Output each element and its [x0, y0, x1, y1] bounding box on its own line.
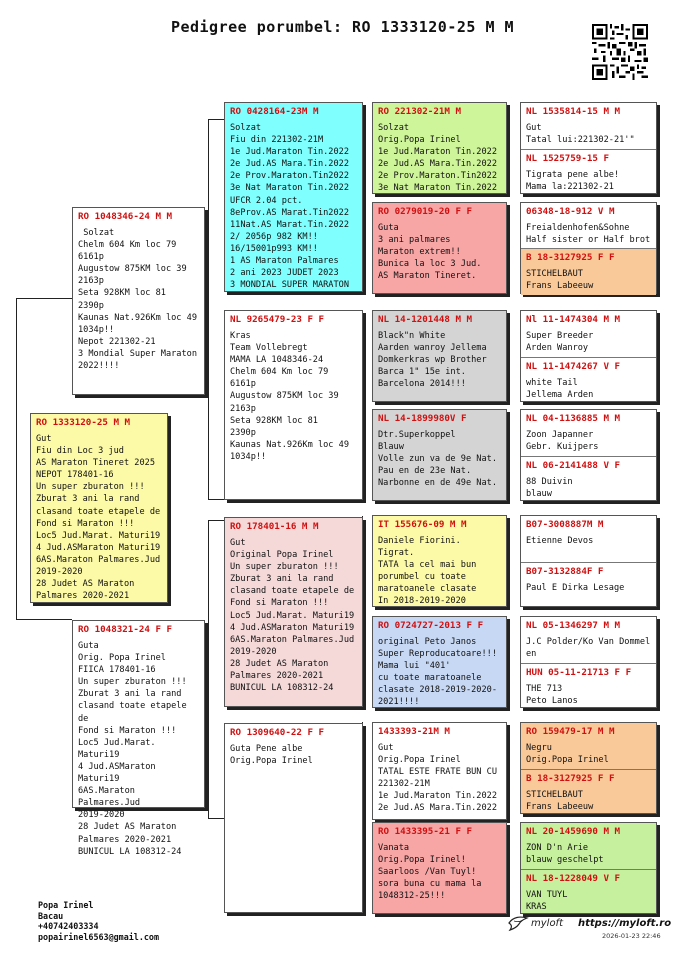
site-link[interactable]: https://myloft.ro [578, 918, 672, 929]
pigeon-description: J.C Polder/Ko Van Dommel en [526, 637, 651, 660]
pigeon-description: VAN TUYL KRAS [526, 890, 568, 913]
timestamp: 2026-01-23 22:46 [602, 932, 661, 940]
ring-number: RO 178401-16 M M [230, 521, 319, 532]
ring-number: NL 04-1136885 M M [526, 413, 621, 424]
great-grandparent-card[interactable] [372, 616, 507, 708]
ring-number: B07-3132884F F [526, 566, 604, 577]
great-grandparent-card[interactable] [372, 102, 507, 194]
ring-number: NL 06-2141488 V F [526, 460, 621, 471]
gggp-entry[interactable] [521, 769, 656, 815]
pigeon-description: Guta Pene albe Orig.Popa Irinel [230, 744, 313, 767]
gggp-entry[interactable] [521, 663, 656, 709]
gggp-entry[interactable] [521, 248, 656, 295]
ring-number: RO 0724727-2013 F F [378, 620, 484, 631]
pigeon-description: Etienne Devos [526, 536, 594, 546]
ring-number: NL 11-1474267 V F [526, 361, 621, 372]
ring-number: HUN 05-11-21713 F F [526, 667, 632, 678]
connector [208, 520, 209, 818]
connector [16, 619, 72, 620]
pigeon-description: white Tail Jellema Arden [526, 378, 594, 401]
pigeon-description: ZON D'n Arie blauw geschelpt [526, 843, 604, 866]
father-card[interactable] [72, 207, 205, 395]
gggp-pair-card [520, 409, 657, 501]
pigeon-description: Black"n White Aarden wanroy Jellema Domkerkras wp Brother Barca 1" 15e int. Barcelona 2014!!! [378, 331, 487, 390]
ring-number: NL 18-1228049 V F [526, 873, 621, 884]
pigeon-description: Daniele Fiorini. Tigrat. TATA la cel mai bun porumbel cu toate maratoanele clasate In 2018-2019-2020 [378, 536, 477, 607]
great-grandparent-card[interactable] [372, 202, 507, 294]
gggp-entry[interactable] [521, 456, 656, 502]
gggp-entry[interactable] [521, 103, 656, 149]
pigeon-description: THE 713 Peto Lanos [526, 684, 578, 707]
pigeon-description: Tigrata pene albe! Mama la:221302-21 [526, 170, 620, 193]
pigeon-description: 88 Duivin blauw [526, 477, 573, 500]
pigeon-description: Dtr.Superkoppel Blauw Volle zun va de 9e Nat. Pau en de 23e Nat. Narbonne en de 49e Nat. [378, 430, 497, 489]
pigeon-description: Super Breeder Arden Wanroy [526, 331, 594, 354]
ring-number: IT 155676-09 M M [378, 519, 467, 530]
grandparent-card[interactable] [224, 723, 363, 913]
gggp-pair-card [520, 822, 657, 914]
owner-info [38, 900, 159, 942]
main-pigeon-card[interactable] [30, 413, 168, 603]
gggp-pair-card [520, 515, 657, 607]
ring-number: NL 05-1346297 M M [526, 620, 621, 631]
great-grandparent-card[interactable] [372, 409, 507, 501]
pigeon-description: Freialdenhofen&Sohne Half sister or Half brot [526, 223, 651, 246]
ring-number: NL 14-1201448 M M [378, 314, 473, 325]
ring-number: NL 1525759-15 F [526, 153, 609, 164]
pigeon-icon [508, 915, 528, 931]
pigeon-description: Negru Orig.Popa Irinel [526, 743, 609, 766]
pigeon-description: Gut Original Popa Irinel Un super zburaton !!! Zburat 3 ani la rand clasand toate etapele de Fond si Maraton !!! Loc5 Jud.Marat. Maturi19 4 Jud.ASMaraton Maturi19 6AS.Maraton Palmares.Jud 2019-2020 28 Judet AS Maraton Palmares 2020-2021 BUNICUL LA 108312-24 [230, 538, 355, 694]
gggp-pair-card [520, 310, 657, 402]
pigeon-description: original Peto Janos Super Reproducatoare!!! Mama lui "401' cu toate maratoanele clasate 2018-2019-2020- 2021!!!! [378, 637, 497, 708]
ring-number: RO 221302-21M M [378, 106, 461, 117]
gggp-entry[interactable] [521, 203, 656, 248]
grandparent-card[interactable] [224, 517, 363, 707]
connector [208, 119, 224, 120]
pigeon-description: Paul E Dirka Lesage [526, 583, 625, 593]
pigeon-description: Guta Orig. Popa Irinel FIICA 178401-16 Un super zburaton !!! Zburat 3 ani la rand clasand toate etapele de Fond si Maraton !!! Loc5 Jud.Marat. Maturi19 4 Jud.ASMaraton Maturi19 6AS.Maraton Palmares.Jud 2019-2020 28 Judet AS Maraton Palmares 2020-2021 BUNICUL LA 108312-24 [78, 641, 187, 857]
gggp-entry[interactable] [521, 617, 656, 663]
logo-text: myloft [531, 917, 563, 929]
owner-phone[interactable]: +40742403334 [38, 921, 99, 931]
pigeon-description: Gut Tatal lui:221302-21'" [526, 123, 635, 146]
ring-number: RO 1309640-22 F F [230, 727, 325, 738]
great-grandparent-card[interactable] [372, 515, 507, 607]
pigeon-description: STICHELBAUT Frans Labeeuw [526, 269, 594, 292]
qr-code [592, 24, 648, 80]
connector [16, 298, 72, 299]
connector [16, 298, 17, 619]
ring-number: RO 159479-17 M M [526, 726, 615, 737]
gggp-entry[interactable] [521, 562, 656, 608]
connector [208, 119, 209, 499]
pigeon-description: Solzat Orig.Popa Irinel 1e Jud.Maraton Tin.2022 2e Jud.AS Mara.Tin.2022 2e Prov.Maraton.Tin2022 3e Nat Maraton Tin.2022 [378, 123, 497, 194]
ring-number: RO 1333120-25 M M [36, 417, 131, 428]
ring-number: 1433393-21M M [378, 726, 450, 737]
gggp-entry[interactable] [521, 311, 656, 357]
ring-number: NL 14-1899980V F [378, 413, 467, 424]
gggp-entry[interactable] [521, 823, 656, 869]
gggp-pair-card [520, 616, 657, 708]
ring-number: B 18-3127925 F F [526, 252, 615, 263]
gggp-pair-card [520, 202, 657, 294]
gggp-entry[interactable] [521, 723, 656, 769]
ring-number: RO 0428164-23M M [230, 106, 319, 117]
pigeon-description: STICHELBAUT Frans Labeeuw [526, 790, 594, 813]
ring-number: Nl 11-1474304 M M [526, 314, 621, 325]
pigeon-description: Zoon Japanner Gebr. Kuijpers [526, 430, 599, 453]
gggp-entry[interactable] [521, 149, 656, 195]
pigeon-description: Guta 3 ani palmares Maraton extrem!! Bunica la loc 3 Jud. AS Maraton Tineret. [378, 223, 482, 282]
gggp-entry[interactable] [521, 869, 656, 915]
great-grandparent-card[interactable] [372, 822, 507, 914]
pigeon-description: Kras Team Vollebregt MAMA LA 1048346-24 Chelm 604 Km loc 79 6161p Augustow 875KM loc 39 2163p Seta 928KM loc 81 2390p Kaunas Nat.926Km loc 49 1034p!! [230, 331, 349, 462]
ring-number: RO 0279019-20 F F [378, 206, 473, 217]
owner-email[interactable]: popairinel6563@gmail.com [38, 931, 160, 942]
ring-number: B07-3008887M M [526, 519, 604, 530]
owner-name: Popa Irinel [38, 900, 94, 910]
connector [208, 818, 224, 819]
ring-number: 06348-18-912 V M [526, 206, 615, 217]
gggp-entry[interactable] [521, 410, 656, 456]
ring-number: NL 20-1459690 M M [526, 826, 621, 837]
pigeon-description: Solzat Fiu din 221302-21M 1e Jud.Maraton Tin.2022 2e Jud.AS Mara.Tin.2022 2e Prov.Maraton.Tin2022 3e Nat Maraton Tin.2022 UFCR 2.04 pct. 8eProv.AS Marat.Tin2022 11Nat.AS Marat.Tin.2022 2/ 2056p 982 KM!! 16/15001p993 KM!! 1 AS Maraton Palmares 2 ani 2023 JUDET 2023 3 MONDIAL SUPER MARATON [230, 123, 349, 291]
pigeon-description: Vanata Orig.Popa Irinel! Saarloos /Van Tuyl! sora buna cu mama la 1048312-25!!! [378, 843, 482, 902]
ring-number: RO 1048346-24 M M [78, 211, 173, 222]
page-title: Pedigree porumbel: RO 1333120-25 M M [170, 18, 515, 36]
great-grandparent-card[interactable] [372, 722, 507, 820]
grandparent-card[interactable] [224, 310, 363, 500]
connector [208, 499, 224, 500]
gggp-entry[interactable] [521, 516, 656, 562]
ring-number: RO 1433395-21 F F [378, 826, 473, 837]
great-grandparent-card[interactable] [372, 310, 507, 402]
ring-number: NL 1535814-15 M M [526, 106, 621, 117]
gggp-pair-card [520, 722, 657, 814]
myloft-logo [508, 915, 563, 931]
pigeon-description: Solzat Chelm 604 Km loc 79 6161p Augustow 875KM loc 39 2163p Seta 928KM loc 81 2390p Kaunas Nat.926Km loc 49 1034p!! Nepot 221302-21 3 Mondial Super Maraton 2022!!!! [78, 228, 197, 372]
connector [208, 520, 224, 521]
pigeon-description: Gut Fiu din Loc 3 jud AS Maraton Tineret 2025 NEPOT 178401-16 Un super zburaton !!! Zburat 3 ani la rand clasand toate etapele de Fond si Maraton !!! Loc5 Jud.Marat. Maturi19 4 Jud.ASMaraton Maturi19 6AS.Maraton Palmares.Jud 2019-2020 28 Judet AS Maraton Palmares 2020-2021 [36, 434, 161, 602]
gggp-pair-card [520, 102, 657, 194]
ring-number: NL 9265479-23 F F [230, 314, 325, 325]
ring-number: B 18-3127925 F F [526, 773, 615, 784]
ring-number: RO 1048321-24 F F [78, 624, 173, 635]
pigeon-description: Gut Orig.Popa Irinel TATAL ESTE FRATE BUN CU 221302-21M 1e Jud.Maraton Tin.2022 2e Jud.AS Mara.Tin.2022 [378, 743, 497, 814]
gggp-entry[interactable] [521, 357, 656, 403]
owner-city: Bacau [38, 910, 64, 921]
grandparent-card[interactable] [224, 102, 363, 292]
mother-card[interactable] [72, 620, 205, 857]
